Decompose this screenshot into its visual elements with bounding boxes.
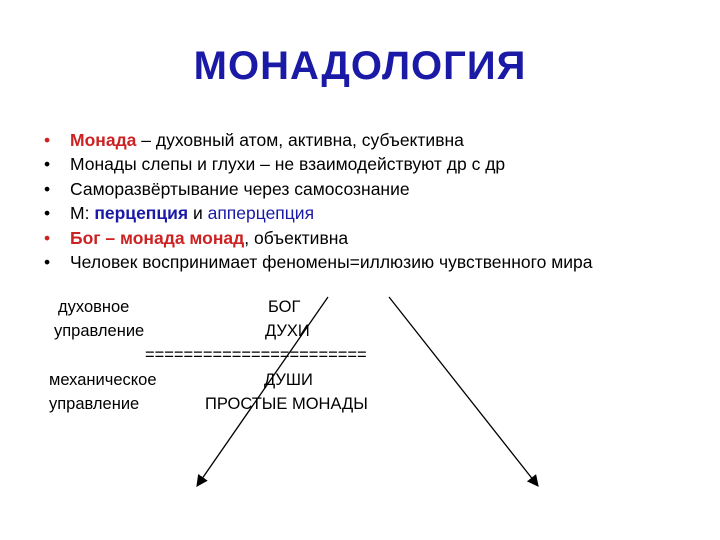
bullet-marker: •	[44, 130, 51, 150]
term-apperception: апперцепция	[207, 203, 315, 224]
bullet-text: – духовный атом, активна, субъективна	[136, 130, 464, 150]
label-god: БОГ	[268, 298, 301, 316]
arrow-right	[389, 297, 538, 486]
label-control-bottom: управление	[49, 395, 140, 413]
label-simple-monads: ПРОСТЫЕ МОНАДЫ	[205, 395, 368, 413]
label-souls: ДУШИ	[264, 371, 313, 389]
separator-line: =======================	[145, 346, 367, 364]
bullet-marker: •	[44, 251, 51, 272]
bullet-marker: •	[44, 154, 51, 175]
term-god: Бог – монада монад	[70, 227, 245, 248]
term-perception: перцепция	[94, 203, 189, 224]
bullet-text: Саморазвёртывание через самосознание	[70, 178, 410, 199]
bullet-marker: •	[44, 203, 51, 224]
arrow-left	[197, 297, 328, 486]
bullet-marker: •	[44, 178, 51, 199]
bullet-text: Монады слепы и глухи – не взаимодействуют др с др	[70, 154, 506, 175]
bullet-text: Человек воспринимает феномены=иллюзию чувственного мира	[70, 251, 593, 272]
label-spirits: ДУХИ	[265, 322, 310, 340]
bullet-text: М:	[70, 203, 95, 224]
bullet-text: , объективна	[244, 227, 349, 248]
bullet-marker: •	[44, 227, 51, 248]
label-mechanical: механическое	[49, 371, 157, 389]
bullet-text: и	[188, 203, 208, 224]
label-control-top: управление	[54, 322, 145, 340]
term-monad: Монада	[70, 130, 137, 150]
slide-title: МОНАДОЛОГИЯ	[193, 44, 527, 88]
label-spiritual: духовное	[58, 298, 130, 316]
